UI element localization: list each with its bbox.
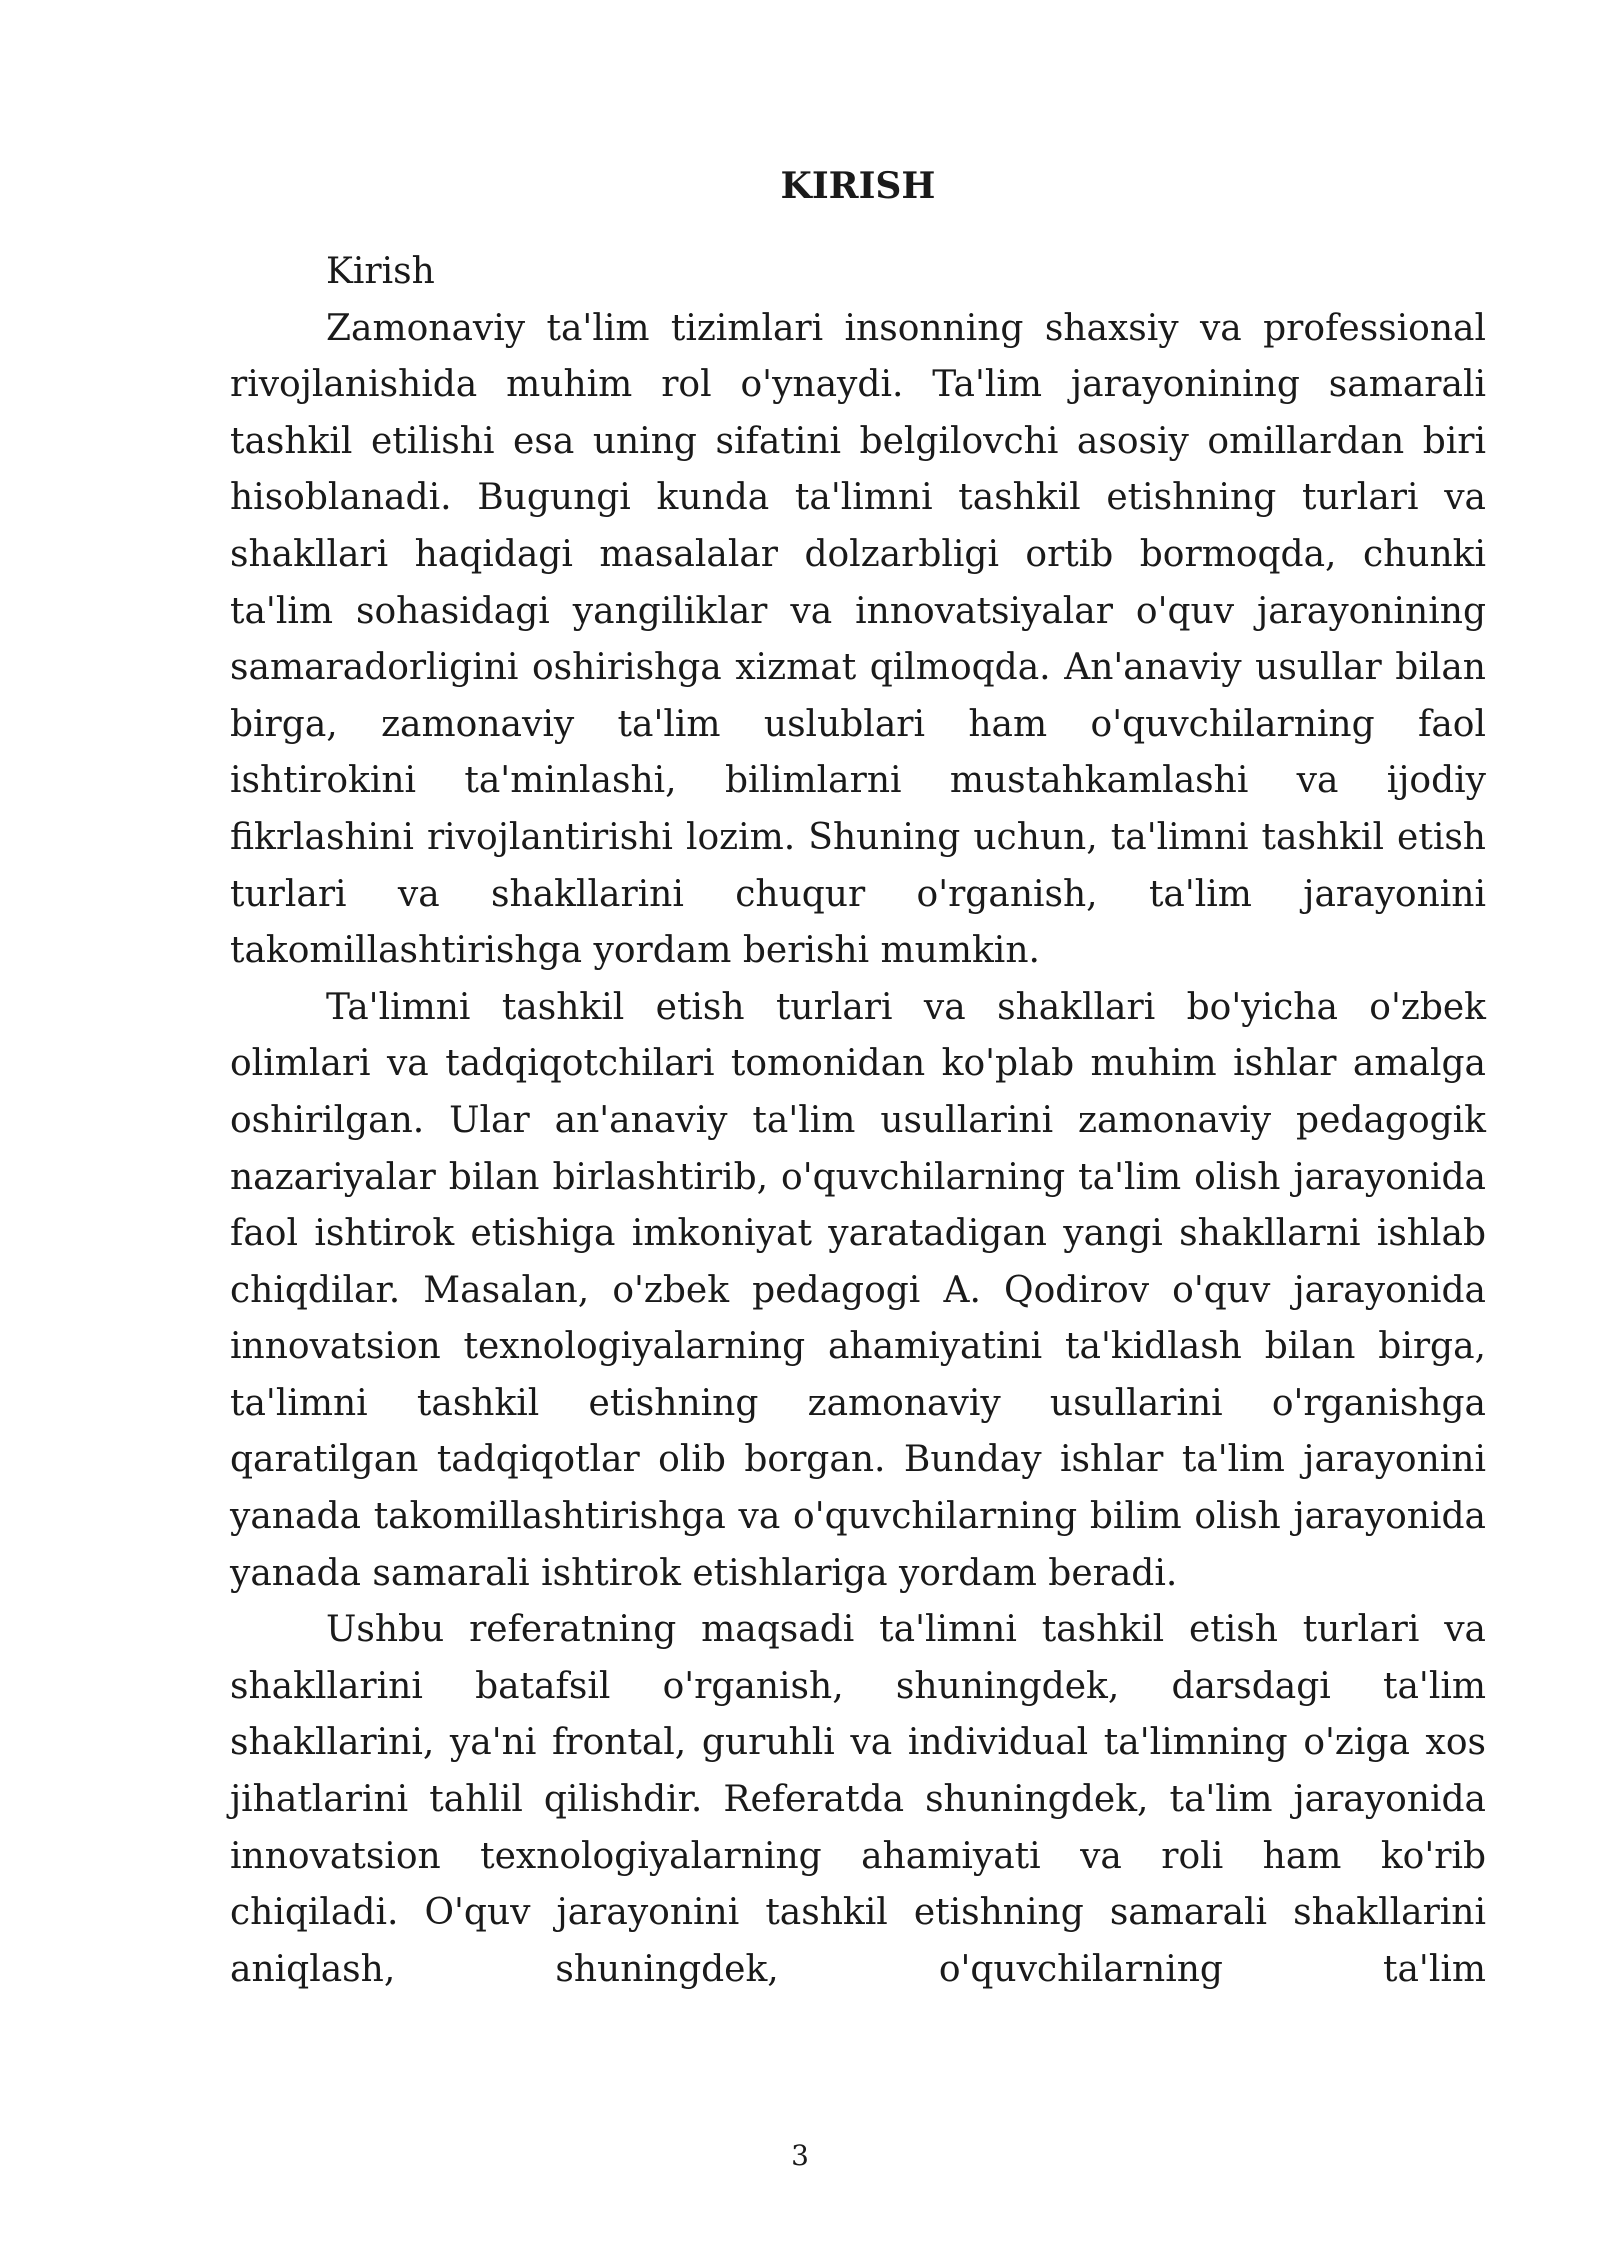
document-body	[230, 244, 1486, 1998]
paragraph: Zamonaviy ta'lim tizimlari insonning shaxsiy va professional rivojlanishida muhim rol o'ynaydi. Ta'lim jarayonining samarali tashkil etilishi esa uning sifatini belgilovchi asosiy omillardan biri hisoblanadi. Bugungi kunda ta'limni tashkil etishning turlari va shakllari haqidagi masalalar dolzarbligi ortib bormoqda, chunki ta'lim sohasidagi yangiliklar va innovatsiyalar o'quv jarayonining samaradorligini oshirishga xizmat qilmoqda. An'anaviy usullar bilan birga, zamonaviy ta'lim uslublari ham o'quvchilarning faol ishtirokini ta'minlashi, bilimlarni mustahkamlashi va ijodiy fikrlashini rivojlantirishi lozim. Shuning uchun, ta'limni tashkil etish turlari va shakllarini chuqur o'rganish, ta'lim jarayonini takomillashtirishga yordam berishi mumkin.	[230, 307, 1486, 972]
paragraph-subtitle: Kirish	[326, 251, 435, 292]
page-title: KIRISH	[780, 165, 936, 207]
paragraph: Ta'limni tashkil etish turlari va shakllari bo'yicha o'zbek olimlari va tadqiqotchilari tomonidan ko'plab muhim ishlar amalga oshirilgan. Ular an'anaviy ta'lim usullarini zamonaviy pedagogik nazariyalar bilan birlashtirib, o'quvchilarning ta'lim olish jarayonida faol ishtirok etishiga imkoniyat yaratadigan yangi shakllarni ishlab chiqdilar. Masalan, o'zbek pedagogi A. Qodirov o'quv jarayonida innovatsion texnologiyalarning ahamiyatini ta'kidlash bilan birga, ta'limni tashkil etishning zamonaviy usullarini o'rganishga qaratilgan tadqiqotlar olib borgan. Bunday ishlar ta'lim jarayonini yanada takomillashtirishga va o'quvchilarning bilim olish jarayonida yanada samarali ishtirok etishlariga yordam beradi.	[230, 986, 1486, 1594]
page-number: 3	[791, 2139, 809, 2172]
paragraph: Ushbu referatning maqsadi ta'limni tashkil etish turlari va shakllarini batafsil o'rganish, shuningdek, darsdagi ta'lim shakllarini, ya'ni frontal, guruhli va individual ta'limning o'ziga xos jihatlarini tahlil qilishdir. Referatda shuningdek, ta'lim jarayonida innovatsion texnologiyalarning ahamiyati va roli ham ko'rib chiqiladi. O'quv jarayonini tashkil etishning samarali shakllarini aniqlash, shuningdek, o'quvchilarning ta'lim	[230, 1609, 1486, 1990]
